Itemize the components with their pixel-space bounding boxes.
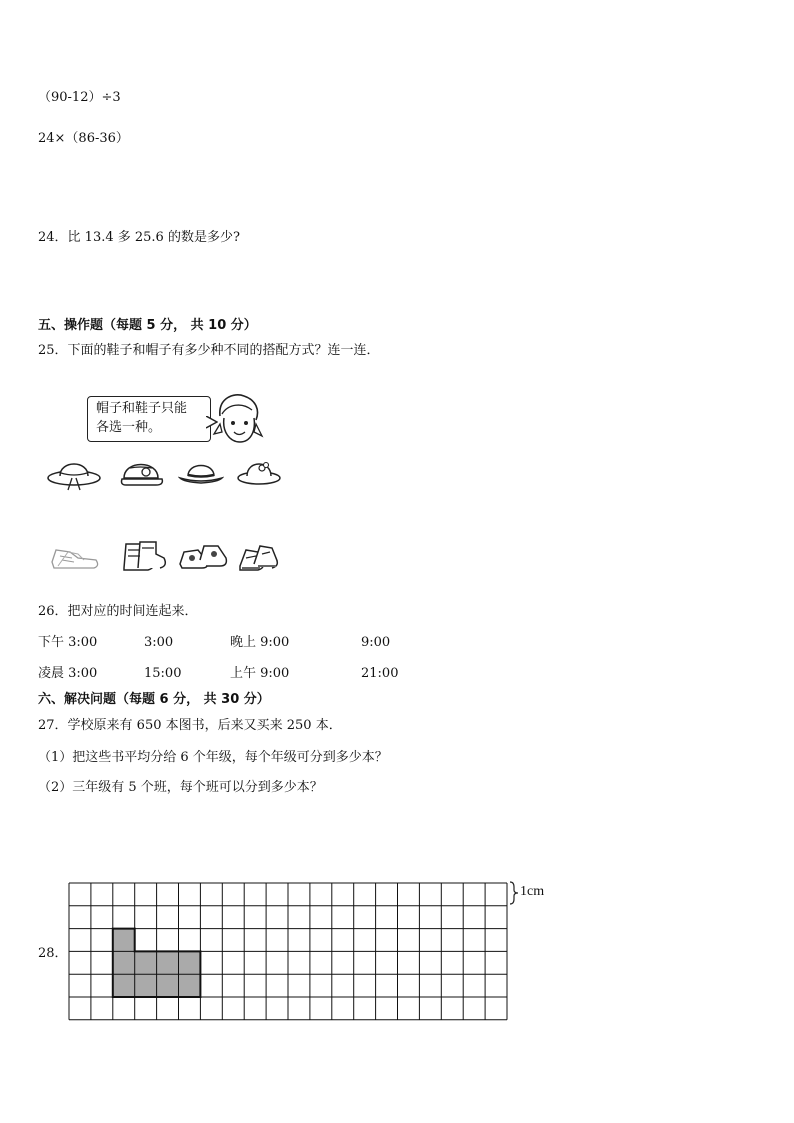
section-5-heading: 五、操作题（每题 5 分， 共 10 分）: [38, 318, 257, 333]
time-9-00: 9:00: [361, 635, 391, 650]
question-25: 25．下面的鞋子和帽子有多少种不同的搭配方式？连一连．: [38, 343, 380, 358]
question-27-part-2: （2）三年级有 5 个班，每个班可以分到多少本？: [38, 780, 323, 795]
boots-icon: [118, 536, 168, 576]
question-24: 24．比 13.4 多 25.6 的数是多少?: [38, 230, 240, 245]
shaded-cell: [135, 974, 157, 997]
cap-icon: [118, 452, 166, 490]
shaded-cell: [179, 974, 201, 997]
question-28-label: 28．: [38, 946, 68, 961]
sneaker-icon: [48, 540, 102, 574]
time-15-00: 15:00: [144, 666, 182, 681]
time-dawn-3: 凌晨 3:00: [38, 666, 98, 681]
speech-bubble: [87, 396, 211, 442]
sports-shoes-icon: [176, 538, 230, 574]
question-26: 26．把对应的时间连起来．: [38, 604, 198, 619]
time-3-00: 3:00: [144, 635, 174, 650]
time-afternoon-3: 下午 3:00: [38, 635, 98, 650]
question-27-part-1: （1）把这些书平均分给 6 个年级，每个年级可分到多少本？: [38, 750, 388, 765]
flower-hat-icon: [236, 452, 282, 488]
section-6-heading: 六、解决问题（每题 6 分， 共 30 分）: [38, 692, 270, 707]
shaded-cell: [135, 951, 157, 974]
shaded-cell: [113, 951, 135, 974]
time-21-00: 21:00: [361, 666, 399, 681]
shaded-cell: [179, 951, 201, 974]
time-morning-9: 上午 9:00: [230, 666, 290, 681]
shaded-cell: [157, 951, 179, 974]
hiking-shoes-icon: [236, 540, 280, 576]
expression-1: （90-12）÷3: [38, 90, 121, 105]
girl-icon: [212, 390, 264, 446]
shaded-cell: [113, 974, 135, 997]
shaded-cell: [113, 929, 135, 952]
bubble-text-line-1: 帽子和鞋子只能: [96, 401, 188, 416]
fedora-icon: [178, 456, 224, 488]
shaded-cell: [157, 974, 179, 997]
sun-hat-icon: [46, 452, 102, 492]
brace-icon: [509, 881, 519, 905]
square-grid: [68, 882, 510, 1022]
bubble-text-line-2: 各选一种。: [96, 420, 162, 435]
question-27: 27．学校原来有 650 本图书，后来又买来 250 本．: [38, 718, 342, 733]
unit-label-1cm: 1cm: [520, 884, 545, 899]
time-evening-9: 晚上 9:00: [230, 635, 290, 650]
expression-2: 24×（86-36）: [38, 131, 129, 146]
